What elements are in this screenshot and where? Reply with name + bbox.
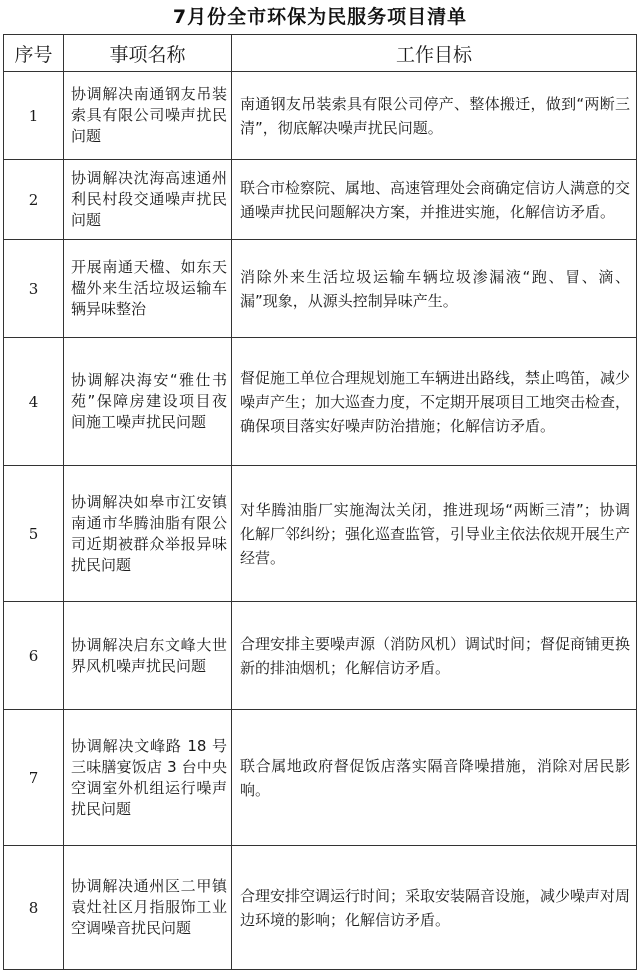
row-goal: 合理安排空调运行时间；采取安装隔音设施，减少噪声对周边环境的影响；化解信访矛盾。 (232, 846, 637, 970)
table-row (4, 240, 637, 338)
header-name: 事项名称 (64, 35, 232, 72)
table-row (4, 338, 637, 466)
row-no: 3 (4, 240, 64, 338)
row-goal: 消除外来生活垃圾运输车辆垃圾渗漏液“跑、冒、滴、漏”现象，从源头控制异味产生。 (232, 240, 637, 338)
table-header-row (4, 35, 637, 72)
row-no: 5 (4, 466, 64, 602)
row-no: 1 (4, 72, 64, 160)
row-name: 协调解决文峰路 18 号三味膳宴饭店 3 台中央空调室外机组运行噪声扰民问题 (64, 710, 232, 846)
row-name: 协调解决沈海高速通州利民村段交通噪声扰民问题 (64, 160, 232, 240)
row-name: 协调解决海安“雅仕书苑”保障房建设项目夜间施工噪声扰民问题 (64, 338, 232, 466)
header-no: 序号 (4, 35, 64, 72)
table-row (4, 602, 637, 710)
table-row (4, 466, 637, 602)
row-no: 2 (4, 160, 64, 240)
row-goal: 联合市检察院、属地、高速管理处会商确定信访人满意的交通噪声扰民问题解决方案，并推进实施，化解信访矛盾。 (232, 160, 637, 240)
row-goal: 南通钢友吊装索具有限公司停产、整体搬迁，做到“两断三清”，彻底解决噪声扰民问题。 (232, 72, 637, 160)
table-row (4, 710, 637, 846)
table-row (4, 160, 637, 240)
row-goal: 对华腾油脂厂实施淘汰关闭，推进现场“两断三清”；协调化解厂邻纠纷；强化巡查监管，引导业主依法依规开展生产经营。 (232, 466, 637, 602)
row-name: 协调解决如皋市江安镇南通市华腾油脂有限公司近期被群众举报异味扰民问题 (64, 466, 232, 602)
row-name: 协调解决南通钢友吊装索具有限公司噪声扰民问题 (64, 72, 232, 160)
row-name: 协调解决启东文峰大世界风机噪声扰民问题 (64, 602, 232, 710)
row-no: 6 (4, 602, 64, 710)
table-row (4, 72, 637, 160)
row-name: 开展南通天楹、如东天楹外来生活垃圾运输车辆异味整治 (64, 240, 232, 338)
row-goal: 合理安排主要噪声源（消防风机）调试时间；督促商铺更换新的排油烟机；化解信访矛盾。 (232, 602, 637, 710)
project-table (3, 34, 637, 970)
row-no: 8 (4, 846, 64, 970)
row-goal: 联合属地政府督促饭店落实隔音降噪措施，消除对居民影响。 (232, 710, 637, 846)
document-title: 7月份全市环保为民服务项目清单 (172, 6, 468, 28)
row-goal: 督促施工单位合理规划施工车辆进出路线，禁止鸣笛，减少噪声产生；加大巡查力度，不定期开展项目工地突击检查，确保项目落实好噪声防治措施；化解信访矛盾。 (232, 338, 637, 466)
row-no: 4 (4, 338, 64, 466)
row-name: 协调解决通州区二甲镇袁灶社区月指服饰工业空调噪音扰民问题 (64, 846, 232, 970)
header-goal: 工作目标 (232, 35, 637, 72)
row-no: 7 (4, 710, 64, 846)
table-row (4, 846, 637, 970)
